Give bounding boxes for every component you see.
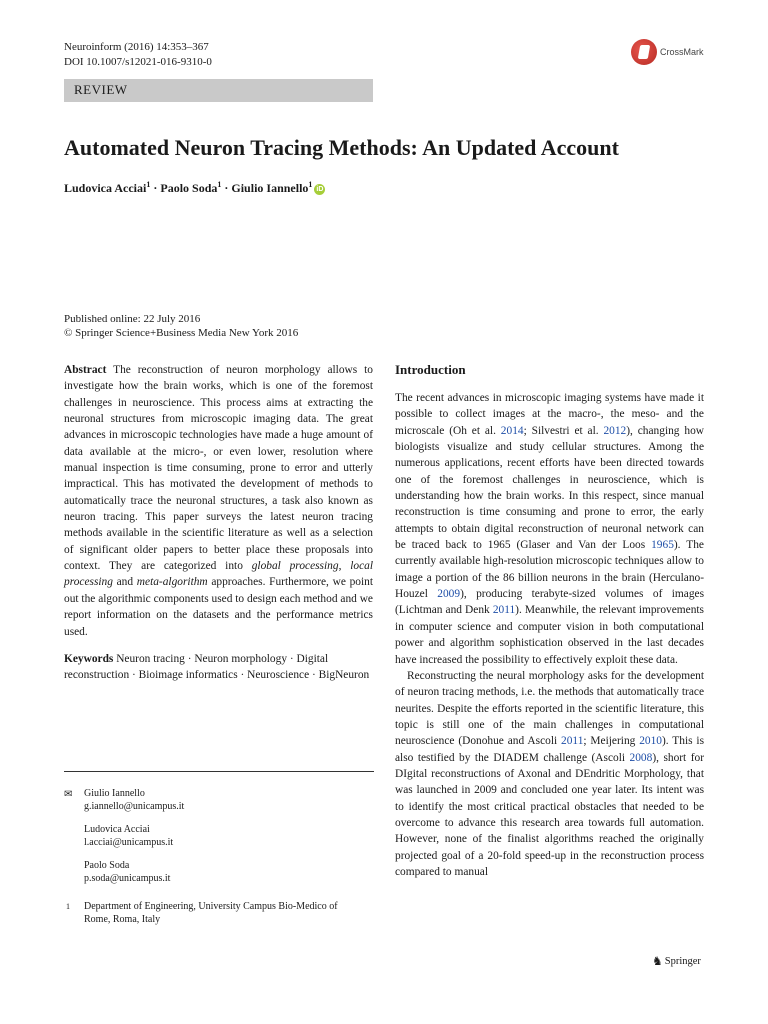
copyright: © Springer Science+Business Media New York 2016: [64, 327, 299, 339]
abstract-text: ,: [338, 560, 351, 573]
body-text: ), short for DIgital reconstructions of Axonal and DEndritic Morphology, that was launched in 2009 and concluded one year later. Its intent was to identify the most critical practical obstacles that needed to be overcome to advance this research area towards full automation. However, none of the finalist algorithms reached the originally projected goal of a 20-fold speed-up in the reconstruction process compared to manual: [395, 751, 704, 878]
contact-name: Paolo Soda: [84, 860, 130, 871]
author-list: [64, 180, 325, 196]
abstract-emphasis: meta-algorithm: [136, 576, 208, 589]
keywords: [64, 651, 373, 684]
contact-email[interactable]: g.iannello@unicampus.it: [84, 800, 185, 812]
citation-link[interactable]: 2008: [629, 751, 653, 764]
keywords-label: Keywords: [64, 652, 114, 665]
citation-link[interactable]: 2014: [500, 424, 524, 437]
right-column: [395, 362, 704, 880]
abstract: [64, 362, 373, 640]
author-name[interactable]: Ludovica Acciai: [64, 181, 147, 195]
author-affil-ref: 1: [217, 180, 222, 189]
intro-paragraph-2: [395, 668, 704, 880]
abstract-label: Abstract: [64, 364, 107, 376]
abstract-emphasis: global processing: [251, 560, 339, 573]
contact-name: Ludovica Acciai: [84, 824, 150, 835]
abstract-text: and: [112, 576, 137, 589]
orcid-icon[interactable]: iD: [316, 186, 324, 193]
author-name[interactable]: Paolo Soda: [160, 181, 218, 195]
abstract-text: The reconstruction of neuron morphology allows to investigate how the brain works, which is one of the foremost challenges in neuroscience. This process aims at extracting the neuronal structures from microscopic imaging data. The great advances in microscopic technologies have made a huge amount of data available at the micro-, or even lower, resolution where manual inspection is time consuming, prone to error and utterly impractical. This has motivated the development of methods to automatically trace the neuronal structures, a task also known as neuron tracing. This paper surveys the latest neuron tracing methods available in the scientific literature as well as a selection of significant older papers to better place these proposals into context. They are categorized into: [64, 364, 373, 573]
body-text: ; Meijering: [583, 735, 640, 748]
publisher-logo: [652, 954, 701, 969]
section-banner: [64, 79, 373, 102]
body-text: ; Silvestri et al.: [523, 424, 604, 437]
author-separator: ·: [221, 181, 232, 195]
body-text: ). This is also testified by the DIADEM challenge (Ascoli: [395, 735, 705, 764]
contact-email[interactable]: l.acciai@unicampus.it: [84, 836, 174, 848]
affiliation-number: 1: [66, 902, 70, 911]
footnote-divider: [64, 771, 374, 772]
citation-link[interactable]: 2011: [561, 735, 584, 748]
crossmark-label: CrossMark: [660, 47, 704, 57]
springer-horse-icon: ♞: [652, 954, 663, 968]
contact-info: [64, 788, 184, 896]
introduction-heading: Introduction: [395, 362, 466, 377]
contact-name: Giulio Iannello: [84, 788, 145, 799]
contact-entry: [84, 860, 184, 885]
body-text: ), changing how biologists visualize and study cellular structures. Among the numerous applications, recent efforts have been directed towards one of the foremost challenges in neuroscience, which is understanding how the brain works. In this respect, since manual reconstruction is time consuming and prone to error, the early attempts to obtain digital reconstruction of neuronal network can be traced back to 1965 (Glaser and Van der Loos: [395, 424, 704, 552]
publisher-name: Springer: [664, 956, 701, 967]
body-text: ), producing terabyte-sized volumes of images (Lichtman and Denk: [395, 588, 704, 617]
left-column: [64, 362, 373, 684]
abstract-emphasis: local processing: [64, 560, 373, 589]
body-text: ). The currently available high-resolution microscopic techniques allow to image a portion of the 86 billion neurons in the brain (Herculano-Houzel: [395, 539, 704, 601]
affiliation-text: Department of Engineering, University Campus Bio-Medico of Rome, Roma, Italy: [84, 901, 338, 925]
author-affil-ref: 1: [146, 180, 151, 189]
author-separator: ·: [150, 181, 161, 195]
published-date: Published online: 22 July 2016: [64, 313, 201, 325]
intro-paragraph-1: [395, 390, 704, 668]
contact-email[interactable]: p.soda@unicampus.it: [84, 872, 171, 884]
author-affil-ref: 1: [308, 180, 313, 189]
crossmark-icon: [631, 39, 657, 65]
body-text: The recent advances in microscopic imaging systems have made it possible to collect images at the macro-, the meso- and the microscale (Oh et al.: [395, 392, 704, 437]
journal-citation: Neuroinform (2016) 14:353–367: [64, 41, 209, 53]
contact-entry: [84, 824, 184, 849]
abstract-text: approaches. Furthermore, we point out the algorithmic components used to design each method and we report information on the datasets and the performance metrics used.: [64, 576, 373, 638]
section-label: REVIEW: [74, 82, 128, 97]
citation-link[interactable]: 2012: [603, 424, 627, 437]
affiliation: [64, 900, 364, 926]
body-text: ). Meanwhile, the relevant improvements in computer science and computer vision in both computational power and algorithm sophistication observed in the last decades have increased the possibility to effectively exploit these data.: [395, 604, 704, 666]
body-text: Reconstructing the neural morphology asks for the development of neuron tracing methods, i.e. the methods that automatically trace neurites. Despite the efforts reported in the scientific literature, this topic is still one of the main challenges in computational neuroscience (Donohue and Ascoli: [395, 669, 704, 748]
crossmark-badge[interactable]: [631, 38, 711, 66]
keywords-text: Neuron tracing · Neuron morphology · Digital reconstruction · Bioimage informatics · Neuroscience · BigNeuron: [64, 652, 370, 682]
citation-link[interactable]: 1965: [651, 539, 674, 552]
citation-link[interactable]: 2011: [492, 604, 516, 617]
contact-entry: [84, 788, 184, 813]
envelope-icon: ✉: [64, 789, 73, 800]
author-name[interactable]: Giulio Iannello: [231, 181, 309, 195]
citation-link[interactable]: 2009: [437, 588, 461, 601]
journal-info: [64, 40, 212, 70]
paper-title: Automated Neuron Tracing Methods: An Updated Account: [64, 135, 619, 160]
citation-link[interactable]: 2010: [639, 735, 662, 748]
publication-info: [64, 312, 298, 340]
doi[interactable]: DOI 10.1007/s12021-016-9310-0: [64, 56, 212, 68]
